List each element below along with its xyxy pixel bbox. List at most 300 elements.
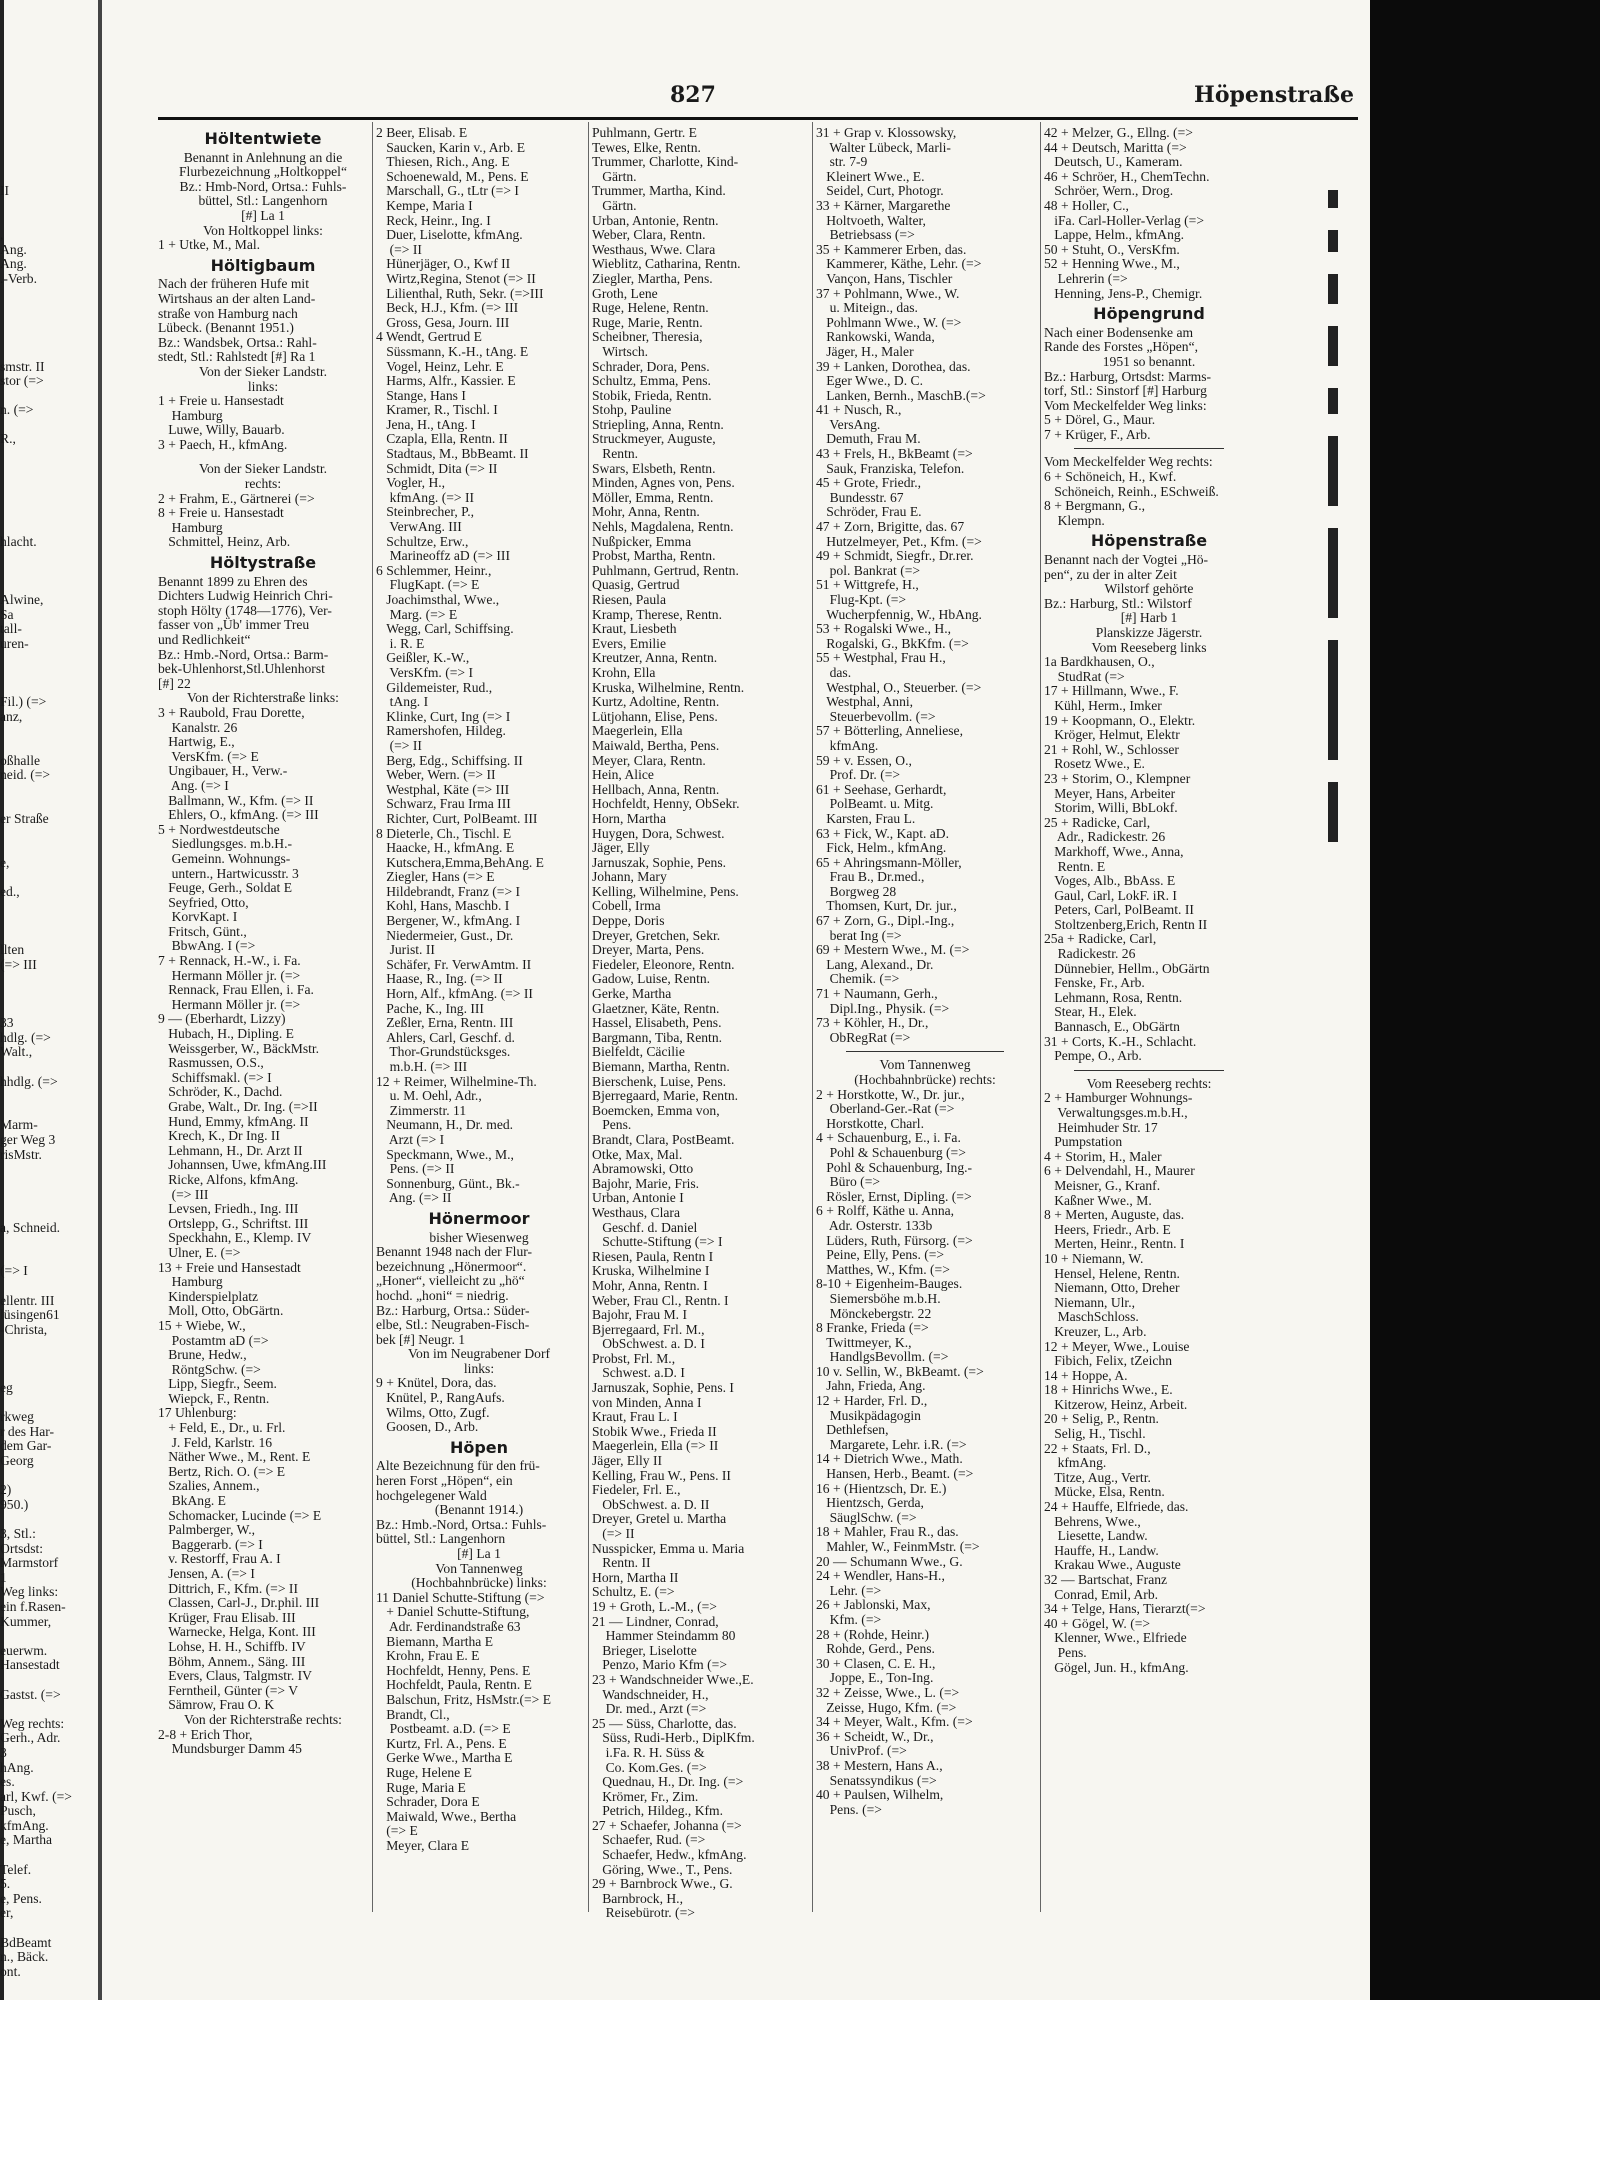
entry-line: Ulner, E. (=> bbox=[158, 1244, 241, 1260]
entry-line: Hamburg bbox=[158, 519, 223, 535]
entry-line: Lehmann, H., Dr. Arzt II bbox=[158, 1142, 303, 1158]
entry-line: (=> II bbox=[592, 1526, 635, 1541]
entry-line: 14 + Dietrich Wwe., Math. bbox=[816, 1451, 963, 1467]
entry-line: Wiepck, F., Rentn. bbox=[158, 1390, 270, 1406]
entry-line: VersAng. bbox=[816, 416, 881, 432]
strip-line bbox=[0, 447, 100, 462]
entry-line: Hildebrandt, Franz (=> I bbox=[376, 883, 521, 899]
entry-line: Ruge, Helene, Rentn. bbox=[592, 300, 709, 316]
entry-line: Hochfeldt, Henny, ObSekr. bbox=[592, 796, 740, 812]
entry-line: Schultz, E. (=> bbox=[592, 1584, 675, 1600]
entry-line: bek [#] Neugr. 1 bbox=[376, 1331, 466, 1347]
strip-line: n. (=> bbox=[0, 402, 34, 418]
entry-line: 61 + Seehase, Gerhardt, bbox=[816, 781, 947, 797]
strip-line: e, Pens. bbox=[0, 1890, 42, 1906]
section-note: büttel, Stl.: Langenhorn bbox=[198, 193, 328, 209]
column-divider bbox=[812, 122, 813, 1912]
entry-line: StudRat (=> bbox=[1044, 668, 1125, 684]
entry-line: Steuerbevollm. (=> bbox=[816, 708, 936, 724]
entry-line: Meyer, Clara E bbox=[376, 1837, 470, 1853]
entry-line: 2 + Hamburger Wohnungs- bbox=[1044, 1090, 1193, 1106]
entry-line: Striepling, Anna, Rentn. bbox=[592, 416, 724, 432]
entry-line: Hartwig, E., bbox=[158, 734, 235, 750]
strip-line bbox=[0, 141, 100, 156]
strip-line bbox=[0, 681, 100, 696]
entry-line: Jensen, A. (=> I bbox=[158, 1566, 255, 1581]
entry-line: Moll, Otto, ObGärtn. bbox=[158, 1303, 284, 1319]
section-note: Von der Sieker Landstr. bbox=[198, 363, 328, 379]
entry-line: Maiwald, Bertha, Pens. bbox=[592, 737, 720, 753]
street-heading: Höpen bbox=[449, 1437, 509, 1457]
strip-line: n., Bäck. bbox=[0, 1949, 49, 1965]
entry-line: Ricke, Alfons, kfmAng. bbox=[158, 1171, 299, 1187]
entry-line: Horn, Alf., kfmAng. (=> II bbox=[376, 986, 533, 1002]
strip-line bbox=[0, 827, 100, 842]
entry-line: Rentn. II bbox=[592, 1555, 651, 1571]
entry-line: Klenner, Wwe., Elfriede bbox=[1044, 1630, 1187, 1646]
strip-line bbox=[0, 1104, 100, 1119]
entry-line: Lohse, H. H., Schiffb. IV bbox=[158, 1638, 306, 1654]
strip-line bbox=[0, 914, 100, 929]
entry-line: Bannasch, E., ObGärtn bbox=[1044, 1019, 1180, 1035]
entry-line: VersKfm. (=> E bbox=[158, 748, 259, 764]
entry-line: Kruska, Wilhelmine, Rentn. bbox=[592, 679, 745, 695]
entry-line: Mohr, Anna, Rentn. I bbox=[592, 1277, 708, 1293]
entry-line: 23 + Storim, O., Klempner bbox=[1044, 770, 1191, 786]
entry-line: 9 + Knütel, Dora, das. bbox=[376, 1375, 497, 1391]
entry-line: heren Forst „Höpen“, ein bbox=[376, 1473, 513, 1489]
entry-line: Conrad, Emil, Arb. bbox=[1044, 1586, 1159, 1602]
entry-line: 34 + Meyer, Walt., Kfm. (=> bbox=[816, 1714, 973, 1730]
entry-line: Bargmann, Tiba, Rentn. bbox=[592, 1029, 723, 1045]
entry-line: HandlgsBevollm. (=> bbox=[816, 1349, 949, 1365]
entry-line: 20 — Schumann Wwe., G. bbox=[816, 1553, 963, 1569]
entry-line: Evers, Claus, Talgmstr. IV bbox=[158, 1668, 312, 1684]
entry-line: 16 + (Hientzsch, Dr. E.) bbox=[816, 1480, 947, 1496]
entry-line: Gaul, Carl, LokF. iR. I bbox=[1044, 887, 1177, 903]
strip-line bbox=[0, 1848, 100, 1863]
entry-line: Kanalstr. 26 bbox=[158, 719, 238, 735]
entry-line: Ehlers, O., kfmAng. (=> III bbox=[158, 807, 319, 823]
entry-line: Fibich, Felix, tZeichn bbox=[1044, 1353, 1172, 1369]
entry-line: Lehmann, Rosa, Rentn. bbox=[1044, 989, 1183, 1005]
section-note: Vom Tannenweg bbox=[879, 1057, 971, 1073]
section-note: [#] La 1 bbox=[457, 1546, 501, 1561]
entry-line: Jena, H., tAng. I bbox=[376, 416, 476, 432]
section-note: Vom Reeseberg rechts: bbox=[1086, 1075, 1212, 1091]
entry-line: Schultze, Erw., bbox=[376, 533, 469, 549]
entry-line: Gärtn. bbox=[592, 197, 637, 213]
entry-line: Penzo, Mario Kfm (=> bbox=[592, 1657, 728, 1673]
strip-line: ein f.Rasen- bbox=[0, 1598, 66, 1614]
strip-line: dem Gar- bbox=[0, 1438, 52, 1454]
entry-line: 32 — Bartschat, Franz bbox=[1044, 1572, 1168, 1587]
entry-line: Harms, Alfr., Kassier. E bbox=[376, 373, 516, 389]
entry-line: Kelling, Frau W., Pens. II bbox=[592, 1467, 731, 1483]
strip-line: Alwine, bbox=[0, 592, 44, 607]
entry-line: Lipp, Siegfr., Seem. bbox=[158, 1376, 277, 1392]
strip-line: arl, Kwf. (=> bbox=[0, 1788, 72, 1804]
entry-line: Maegerlein, Ella bbox=[592, 723, 683, 739]
entry-line: Demuth, Frau M. bbox=[816, 431, 921, 447]
entry-line: Lüders, Ruth, Fürsorg. (=> bbox=[816, 1232, 973, 1248]
section-note: Von der Richterstraße links: bbox=[187, 690, 339, 706]
entry-line: Prof. Dr. (=> bbox=[816, 767, 901, 783]
entry-line: Swars, Elsbeth, Rentn. bbox=[592, 460, 716, 476]
entry-line: Kutschera,Emma,BehAng. E bbox=[376, 854, 544, 870]
entry-line: 12 + Reimer, Wilhelmine-Th. bbox=[376, 1073, 537, 1089]
entry-line: Kreutzer, Anna, Rentn. bbox=[592, 650, 718, 666]
entry-line: Oberland-Ger.-Rat (=> bbox=[816, 1101, 955, 1117]
entry-line: Goosen, D., Arb. bbox=[376, 1419, 479, 1435]
entry-line: 31 + Corts, K.-H., Schlacht. bbox=[1044, 1033, 1197, 1049]
entry-line: FlugKapt. (=> E bbox=[376, 577, 480, 593]
strip-line bbox=[0, 1177, 100, 1192]
entry-line: Hermann Möller jr. (=> bbox=[158, 967, 301, 983]
entry-line: 34 + Telge, Hans, Tierarzt(=> bbox=[1044, 1601, 1206, 1617]
entry-line: Schaefer, Hedw., kfmAng. bbox=[592, 1847, 747, 1863]
entry-line: Hermann Möller jr. (=> bbox=[158, 996, 301, 1012]
strip-line bbox=[0, 549, 100, 564]
column-2 bbox=[376, 126, 582, 1916]
entry-line: Krech, K., Dr Ing. II bbox=[158, 1128, 280, 1144]
entry-line: Thor-Grundstücksges. bbox=[376, 1044, 511, 1060]
entry-line: Bierschenk, Luise, Pens. bbox=[592, 1073, 727, 1089]
entry-line: Minden, Agnes von, Pens. bbox=[592, 475, 735, 491]
entry-line: Marg. (=> E bbox=[376, 606, 458, 622]
strip-line bbox=[0, 972, 100, 987]
strip-line bbox=[0, 870, 100, 885]
street-heading: Höltentwiete bbox=[204, 129, 322, 148]
entry-line: 41 + Nusch, R., bbox=[816, 402, 902, 418]
entry-line: Liesette, Landw. bbox=[1044, 1528, 1148, 1544]
entry-line: Jarnuszak, Sophie, Pens. bbox=[592, 854, 727, 870]
entry-line: i.Fa. R. H. Süss & bbox=[592, 1744, 705, 1760]
entry-line: Dittrich, F., Kfm. (=> II bbox=[158, 1580, 298, 1596]
entry-line: Schöneich, Reinh., ESchweiß. bbox=[1044, 483, 1219, 499]
entry-line: Pens. bbox=[1044, 1644, 1087, 1660]
entry-line: Westhaus, Clara bbox=[592, 1204, 680, 1220]
entry-line: Sämrow, Frau O. K bbox=[158, 1697, 275, 1713]
entry-line: Stobik Wwe., Frieda II bbox=[592, 1423, 717, 1439]
strip-line bbox=[0, 1366, 100, 1381]
section-note: links: bbox=[463, 1360, 495, 1376]
entry-line: Süssmann, K.-H., tAng. E bbox=[376, 343, 529, 359]
entry-line: Pens. (=> bbox=[816, 1801, 882, 1817]
entry-line: Rentn. E bbox=[1044, 858, 1106, 874]
entry-line: 25 + Radicke, Carl, bbox=[1044, 814, 1151, 830]
entry-line: Dipl.Ing., Physik. (=> bbox=[816, 1000, 950, 1016]
entry-line: 67 + Zorn, G., Dipl.-Ing., bbox=[816, 913, 955, 929]
strip-line bbox=[0, 1089, 100, 1104]
entry-line: Haase, R., Ing. (=> II bbox=[376, 971, 503, 987]
entry-line: 55 + Westphal, Frau H., bbox=[816, 650, 946, 666]
entry-line: Ruge, Marie, Rentn. bbox=[592, 314, 703, 330]
entry-line: Kurtz, Frl. A., Pens. E bbox=[376, 1735, 507, 1751]
entry-line: Benannt 1899 zu Ehren des bbox=[158, 573, 308, 589]
entry-line: Heimhuder Str. 17 bbox=[1044, 1119, 1158, 1135]
strip-line: Walt., bbox=[0, 1044, 33, 1060]
entry-line: Wegg, Carl, Schiffsing. bbox=[376, 621, 514, 637]
section-note: Wilstorf gehörte bbox=[1104, 581, 1194, 597]
entry-line: 46 + Schröer, H., ChemTechn. bbox=[1044, 168, 1210, 184]
entry-line: Karsten, Frau L. bbox=[816, 810, 916, 826]
strip-line bbox=[0, 199, 100, 214]
entry-line: Kreuzer, L., Arb. bbox=[1044, 1323, 1147, 1339]
strip-line: er, bbox=[0, 1905, 14, 1921]
section-note: Flurbezeichnung „Holtkoppel“ bbox=[179, 164, 347, 180]
strip-line bbox=[0, 1512, 100, 1527]
entry-line: 1 + Utke, M., Mal. bbox=[158, 237, 261, 253]
strip-line: smstr. II bbox=[0, 358, 45, 374]
entry-line: 22 + Staats, Frl. D., bbox=[1044, 1440, 1151, 1456]
entry-line: Wandschneider, H., bbox=[592, 1686, 709, 1702]
entry-line: Riesen, Paula, Rentn I bbox=[592, 1248, 714, 1264]
entry-line: 19 + Koopmann, O., Elektr. bbox=[1044, 712, 1196, 728]
entry-line: Neumann, H., Dr. med. bbox=[376, 1117, 514, 1133]
entry-line: Dünnebier, Hellm., ObGärtn bbox=[1044, 960, 1210, 976]
entry-line: Ziegler, Martha, Pens. bbox=[592, 270, 713, 286]
entry-line: Niedermeier, Gust., Dr. bbox=[376, 927, 514, 943]
section-note: bisher Wiesenweg bbox=[429, 1229, 529, 1245]
entry-line: Schiffsmakl. (=> I bbox=[158, 1069, 272, 1085]
entry-line: Bajohr, Marie, Fris. bbox=[592, 1175, 700, 1191]
entry-line: Duer, Liselotte, kfmAng. bbox=[376, 227, 523, 243]
entry-line: Balschun, Fritz, HsMstr.(=> E bbox=[376, 1691, 552, 1707]
strip-line: uren- bbox=[0, 635, 29, 651]
entry-line: Ziegler, Hans (=> E bbox=[376, 869, 495, 885]
strip-line: kfmAng. bbox=[0, 1817, 49, 1833]
entry-line: 20 + Selig, P., Rentn. bbox=[1044, 1411, 1159, 1427]
entry-line: Peine, Elly, Pens. (=> bbox=[816, 1247, 945, 1263]
entry-line: Twittmeyer, K., bbox=[816, 1334, 912, 1350]
entry-line: Wilms, Otto, Zugf. bbox=[376, 1404, 490, 1420]
entry-line: Gildemeister, Rud., bbox=[376, 679, 493, 695]
entry-line: Schröder, K., Dachd. bbox=[158, 1084, 283, 1100]
strip-line: II bbox=[0, 183, 10, 199]
entry-line: Siedlungsges. m.b.H.- bbox=[158, 836, 293, 852]
strip-line: eg bbox=[0, 1380, 13, 1396]
strip-line: Sa bbox=[0, 606, 14, 622]
entry-line: Mohr, Anna, Rentn. bbox=[592, 504, 700, 520]
section-note: Von der Sieker Landstr. bbox=[198, 461, 328, 477]
entry-line: Dreyer, Gretchen, Sekr. bbox=[592, 927, 721, 943]
strip-line: Gerh., Adr. bbox=[0, 1730, 61, 1746]
entry-line: 12 + Meyer, Wwe., Louise bbox=[1044, 1338, 1190, 1354]
entry-line: Vogler, H., bbox=[376, 475, 446, 491]
entry-line: kfmAng. (=> II bbox=[376, 489, 475, 505]
strip-line: anz, bbox=[0, 708, 23, 724]
entry-line: 48 + Holler, C., bbox=[1044, 197, 1129, 213]
entry-line: Stear, H., Elek. bbox=[1044, 1004, 1137, 1020]
entry-line: Adr., Radickestr. 26 bbox=[1044, 829, 1166, 845]
entry-line: Geißler, K.-W., bbox=[376, 650, 470, 666]
entry-line: Wirtsch. bbox=[592, 343, 649, 359]
entry-line: Schultz, Emma, Pens. bbox=[592, 373, 711, 389]
entry-line: Kinderspielplatz bbox=[158, 1288, 259, 1304]
strip-line bbox=[0, 389, 100, 404]
entry-line: Reisebürotr. (=> bbox=[592, 1905, 695, 1921]
strip-line bbox=[0, 899, 100, 914]
entry-line: Holtvoeth, Walter, bbox=[816, 212, 926, 228]
entry-line: Pempe, O., Arb. bbox=[1044, 1048, 1142, 1064]
entry-line: Arzt (=> I bbox=[376, 1131, 445, 1147]
strip-line bbox=[0, 301, 100, 316]
entry-line: 25 — Süss, Charlotte, das. bbox=[592, 1715, 737, 1731]
entry-line: Schrader, Dora E bbox=[376, 1794, 480, 1810]
entry-line: Bielfeldt, Cäcilie bbox=[592, 1044, 685, 1060]
entry-line: 71 + Naumann, Gerh., bbox=[816, 986, 938, 1002]
entry-line: Zeisse, Hugo, Kfm. (=> bbox=[816, 1699, 957, 1715]
entry-line: 18 + Mahler, Frau R., das. bbox=[816, 1524, 959, 1540]
strip-line: r des Har- bbox=[0, 1423, 55, 1439]
entry-line: 47 + Zorn, Brigitte, das. 67 bbox=[816, 519, 965, 535]
entry-line: Zimmerstr. 11 bbox=[376, 1102, 467, 1118]
strip-line: es. bbox=[0, 1774, 15, 1790]
strip-line: 3 bbox=[0, 1744, 7, 1760]
entry-line: Horn, Martha bbox=[592, 810, 666, 826]
entry-line: 69 + Mestern Wwe., M. (=> bbox=[816, 942, 970, 958]
street-heading: Höpengrund bbox=[1093, 304, 1205, 324]
entry-line: Jäger, H., Maler bbox=[816, 343, 914, 359]
strip-line: a, Schneid. bbox=[0, 1219, 61, 1235]
section-note: Vom Reeseberg links bbox=[1091, 639, 1207, 655]
entry-line: Böhm, Annem., Säng. III bbox=[158, 1653, 306, 1669]
entry-line: Vogel, Heinz, Lehr. E bbox=[376, 358, 504, 374]
entry-line: Mönckebergstr. 22 bbox=[816, 1305, 932, 1321]
entry-line: 8 Franke, Frieda (=> bbox=[816, 1320, 929, 1336]
entry-line: Haacke, H., kfmAng. E bbox=[376, 840, 515, 856]
entry-line: Nach einer Bodensenke am bbox=[1044, 324, 1194, 340]
entry-line: Adr. Osterstr. 133b bbox=[816, 1217, 933, 1233]
strip-line: Gastst. (=> bbox=[0, 1686, 61, 1702]
entry-line: Struckmeyer, Auguste, bbox=[592, 431, 716, 447]
strip-line: ont. bbox=[0, 1963, 21, 1979]
entry-line: Lehr. (=> bbox=[816, 1582, 882, 1598]
entry-line: Nusspicker, Emma u. Maria bbox=[592, 1540, 745, 1556]
entry-line: bek-Uhlenhorst,Stl.Uhlenhorst bbox=[158, 661, 325, 677]
strip-line bbox=[0, 126, 100, 141]
entry-line: Nehls, Magdalena, Rentn. bbox=[592, 519, 734, 535]
entry-line: Kohl, Hans, Maschb. I bbox=[376, 898, 510, 914]
entry-line: Trummer, Charlotte, Kind- bbox=[592, 154, 739, 170]
strip-line bbox=[0, 1162, 100, 1177]
entry-line: Petrich, Hildeg., Kfm. bbox=[592, 1803, 724, 1819]
strip-line bbox=[0, 1002, 100, 1017]
entry-line: 24 + Wendler, Hans-H., bbox=[816, 1568, 945, 1584]
entry-line: (=> II bbox=[376, 241, 422, 257]
entry-line: Quasig, Gertrud bbox=[592, 577, 680, 593]
entry-line: Betriebsass (=> bbox=[816, 227, 915, 243]
entry-line: Levsen, Friedh., Ing. III bbox=[158, 1201, 299, 1217]
entry-line: Niemann, Ulr., bbox=[1044, 1294, 1135, 1310]
entry-line: Peters, Carl, PolBeamt. II bbox=[1044, 902, 1194, 918]
entry-line: 31 + Grap v. Klossowsky, bbox=[816, 125, 957, 140]
entry-line: Beck, H.J., Kfm. (=> III bbox=[376, 300, 519, 316]
entry-line: Krüger, Frau Elisab. III bbox=[158, 1609, 296, 1625]
entry-line: Westhaus, Wwe. Clara bbox=[592, 241, 716, 257]
entry-line: 4 Wendt, Gertrud E bbox=[376, 329, 482, 345]
entry-line: Szalies, Annem., bbox=[158, 1478, 260, 1494]
entry-line: Musikpädagogin bbox=[816, 1407, 921, 1423]
entry-line: 6 Schlemmer, Heinr., bbox=[376, 562, 492, 578]
strip-line: Pusch, bbox=[0, 1803, 36, 1819]
strip-line: Georg bbox=[0, 1453, 34, 1469]
entry-line: [#] 22 bbox=[158, 675, 191, 691]
entry-line: Bz.: Hmb.-Nord, Ortsa.: Fuhls- bbox=[376, 1516, 547, 1532]
entry-line: Rentn. bbox=[592, 446, 639, 462]
entry-line: büttel, Stl.: Langenhorn bbox=[376, 1531, 506, 1547]
entry-line: Schäfer, Fr. VerwAmtm. II bbox=[376, 956, 532, 972]
strip-line bbox=[0, 287, 100, 302]
entry-line: 21 — Lindner, Conrad, bbox=[592, 1613, 719, 1629]
strip-line: ellentr. III bbox=[0, 1292, 55, 1308]
entry-line: Thiesen, Rich., Ang. E bbox=[376, 154, 510, 170]
entry-line: stoph Hölty (1748—1776), Ver- bbox=[158, 602, 332, 618]
strip-line bbox=[0, 1629, 100, 1644]
entry-line: Jurist. II bbox=[376, 942, 435, 958]
entry-line: Lilienthal, Ruth, Sekr. (=>III bbox=[376, 285, 544, 301]
entry-line: Hamburg bbox=[158, 1274, 223, 1290]
entry-line: Czapla, Ella, Rentn. II bbox=[376, 431, 508, 447]
entry-line: Geschf. d. Daniel bbox=[592, 1219, 698, 1235]
entry-line: str. 7-9 bbox=[816, 154, 868, 170]
strip-line bbox=[0, 841, 100, 856]
entry-line: 30 + Clasen, C. E. H., bbox=[816, 1655, 936, 1671]
strip-line bbox=[0, 651, 100, 666]
entry-line: Hientzsch, Gerda, bbox=[816, 1495, 924, 1511]
entry-line: Biemann, Martha E bbox=[376, 1633, 494, 1649]
entry-line: Bjerregaard, Marie, Rentn. bbox=[592, 1088, 739, 1104]
entry-line: 1 + Freie u. Hansestadt bbox=[158, 393, 284, 409]
entry-line: Groth, Lene bbox=[592, 285, 658, 301]
entry-line: Meyer, Clara, Rentn. bbox=[592, 752, 706, 768]
entry-line: Näther Wwe., M., Rent. E bbox=[158, 1449, 311, 1465]
entry-line: Marschall, G., tLtr (=> I bbox=[376, 183, 519, 199]
entry-line: 23 + Wandschneider Wwe.,E. bbox=[592, 1671, 754, 1687]
entry-line: Schröer, Wern., Drog. bbox=[1044, 183, 1174, 199]
entry-line: Voges, Alb., BbAss. E bbox=[1044, 873, 1176, 889]
entry-line: Stadtaus, M., BbBeamt. II bbox=[376, 446, 529, 462]
entry-line: Saucken, Karin v., Arb. E bbox=[376, 139, 525, 155]
scan-bottom-margin bbox=[0, 2000, 1600, 2177]
section-note: [#] La 1 bbox=[241, 207, 285, 223]
entry-line: kfmAng. bbox=[816, 737, 879, 753]
entry-line: Seidel, Curt, Photogr. bbox=[816, 183, 944, 199]
strip-line: ed., bbox=[0, 883, 20, 899]
entry-line: Benannt 1948 nach der Flur- bbox=[376, 1244, 533, 1260]
entry-line: Gemeinn. Wohnungs- bbox=[158, 850, 291, 866]
entry-line: Stoltzenberg,Erich, Rentn II bbox=[1044, 916, 1208, 932]
entry-line: 3 + Raubold, Frau Dorette, bbox=[158, 704, 305, 720]
strip-line: Telef. bbox=[0, 1861, 32, 1877]
entry-line: Pohl & Schauenburg (=> bbox=[816, 1144, 966, 1160]
entry-line: iFa. Carl-Holler-Verlag (=> bbox=[1044, 212, 1205, 228]
strip-line bbox=[0, 316, 100, 331]
entry-line: Krohn, Frau E. E bbox=[376, 1648, 480, 1664]
entry-line: Sonnenburg, Günt., Bk.- bbox=[376, 1175, 520, 1191]
entry-line: Maegerlein, Ella (=> II bbox=[592, 1438, 719, 1454]
section-rule bbox=[846, 1051, 1004, 1052]
entry-line: Adr. Ferdinandstraße 63 bbox=[376, 1618, 521, 1634]
entry-line: Schomacker, Lucinde (=> E bbox=[158, 1507, 322, 1523]
entry-line: Frau B., Dr.med., bbox=[816, 869, 925, 885]
strip-line: hAng. bbox=[0, 1759, 34, 1775]
entry-line: 7 + Rennack, H.-W., i. Fa. bbox=[158, 953, 301, 969]
entry-line: Lütjohann, Elise, Pens. bbox=[592, 708, 718, 724]
entry-line: 5 + Nordwestdeutsche bbox=[158, 821, 280, 837]
entry-line: Flug-Kpt. (=> bbox=[816, 592, 907, 607]
